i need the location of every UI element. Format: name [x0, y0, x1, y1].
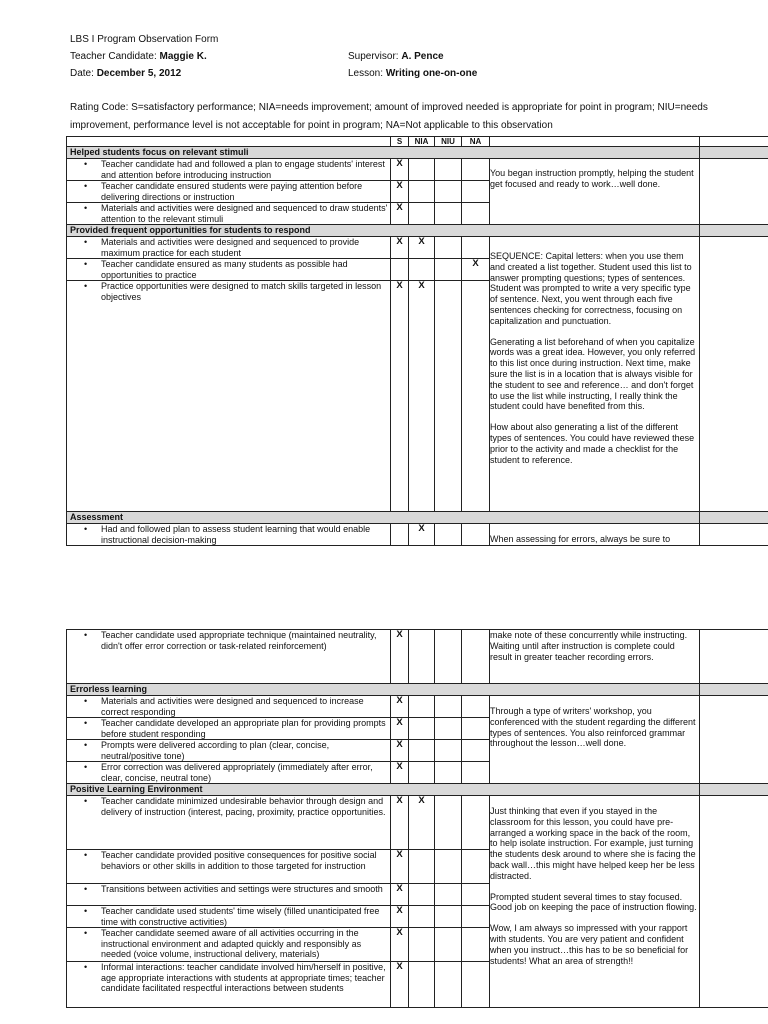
comment-text: Through a type of writers' workshop, you conferenced with the student regarding the different types of sentences. You also reinforced grammar throughout the lesson…well done.	[490, 706, 696, 749]
lesson-value: Writing one-on-one	[385, 68, 478, 79]
mark-nia	[409, 159, 435, 181]
mark-nia	[409, 259, 435, 281]
section-extra	[700, 225, 768, 237]
mark-s: X	[391, 696, 409, 718]
mark-nia	[409, 884, 435, 906]
observation-table-2	[66, 629, 768, 1008]
comment-text: make note of these concurrently while instructing. Waiting until after instruction is complete could result in greater teacher recording errors.	[490, 630, 688, 662]
mark-niu	[435, 281, 462, 512]
mark-s: X	[391, 237, 409, 259]
criteria-text: • Teacher candidate had and followed a plan to engage students' interest and attention before introducing instruction	[101, 159, 390, 180]
criteria-text: • Had and followed plan to assess student learning that would enable instructional decision-making	[101, 524, 390, 545]
mark-na	[462, 696, 490, 718]
comment-text: Generating a list beforehand of when you capitalize words was a great idea. However, you only referred to this list once during instruction. Next time, make sure the list is in a location that is always visible for the student to see and reference… and don't forget to use the list while instructing, I really think the student could have benefited from this.	[490, 336, 696, 412]
criteria-text: • Teacher candidate seemed aware of all activities occurring in the instructional environment and adapted quickly and responsibly as needed (voice volume, instructional delivery, materials)	[101, 928, 390, 960]
mark-s: X	[391, 762, 409, 784]
supervisor-name: A. Pence	[401, 51, 444, 62]
extra-cell	[700, 524, 768, 546]
form-title: LBS I Program Observation Form	[70, 34, 219, 45]
col-s: S	[391, 137, 409, 147]
comment-text: Prompted student several times to stay focused. Good job on keeping the pace of instruction flowing.	[490, 891, 697, 913]
mark-niu	[435, 696, 462, 718]
column-header-row	[67, 137, 768, 147]
mark-s: X	[391, 740, 409, 762]
mark-niu	[435, 850, 462, 884]
mark-niu	[435, 718, 462, 740]
mark-niu	[435, 962, 462, 1008]
extra-cell	[700, 159, 768, 225]
mark-nia	[409, 718, 435, 740]
mark-nia	[409, 762, 435, 784]
mark-s: X	[391, 159, 409, 181]
mark-niu	[435, 203, 462, 225]
criteria-text: • Materials and activities were designed and sequenced to provide maximum practice for each student	[101, 237, 390, 258]
section-extra	[700, 147, 768, 159]
mark-s: X	[391, 796, 409, 850]
mark-nia	[409, 696, 435, 718]
comment-cell	[490, 159, 700, 225]
criteria-text: • Prompts were delivered according to plan (clear, concise, neutral/positive tone)	[101, 740, 390, 761]
mark-s: X	[391, 850, 409, 884]
date-value: December 5, 2012	[96, 68, 182, 79]
mark-nia: X	[409, 237, 435, 259]
mark-niu	[435, 740, 462, 762]
section-title: Positive Learning Environment	[67, 784, 700, 796]
section-row	[67, 225, 768, 237]
criteria-text: • Informal interactions: teacher candidate involved him/herself in positive, age appropriate interactions with students at appropriate times; teacher candidate facilitated respectful interactions between students	[101, 962, 390, 994]
mark-nia	[409, 906, 435, 928]
mark-na	[462, 181, 490, 203]
comment-text: How about also generating a list of the different types of sentences. You could have reviewed these prior to the activity and made a checklist for the student to reference.	[490, 422, 695, 465]
mark-niu	[435, 259, 462, 281]
mark-na	[462, 281, 490, 512]
mark-s: X	[391, 181, 409, 203]
criteria-text: • Teacher candidate ensured students were paying attention before delivering directions or instruction	[101, 181, 390, 202]
mark-nia	[409, 630, 435, 684]
mark-na	[462, 159, 490, 181]
lesson-label: Lesson:	[348, 68, 384, 79]
mark-nia	[409, 850, 435, 884]
criteria-row	[67, 796, 768, 850]
section-extra	[700, 784, 768, 796]
comment-text: SEQUENCE: Capital letters: when you use them and created a list together. Student used this list to answer prompting questions; types of sentences. Student was prompted to write a very specific type of sentence. Next, you went through each five sentences checking for correctness, focusing on capitalization and punctuation.	[490, 251, 692, 326]
mark-nia	[409, 928, 435, 962]
extra-header	[700, 137, 768, 147]
mark-na	[462, 237, 490, 259]
mark-s: X	[391, 884, 409, 906]
criteria-text: • Error correction was delivered appropriately (immediately after error, clear, concise, neutral tone)	[101, 762, 390, 783]
lesson-line	[348, 68, 477, 80]
comment-text: Wow, I am always so impressed with your rapport with students. You are very patient and confident when you instruct…this has to be so beneficial for students! What an area of strength!!	[490, 923, 689, 966]
mark-na	[462, 630, 490, 684]
date-label: Date:	[70, 68, 94, 79]
mark-niu	[435, 524, 462, 546]
mark-nia: X	[409, 524, 435, 546]
mark-nia: X	[409, 796, 435, 850]
comment-cell	[490, 630, 700, 684]
section-extra	[700, 512, 768, 524]
criteria-text: • Materials and activities were designed and sequenced to draw students' attention to the relevant stimuli	[101, 203, 390, 224]
mark-na	[462, 962, 490, 1008]
mark-s: X	[391, 906, 409, 928]
mark-niu	[435, 906, 462, 928]
criteria-text: • Materials and activities were designed and sequenced to increase correct responding	[101, 696, 390, 717]
mark-niu	[435, 796, 462, 850]
mark-niu	[435, 181, 462, 203]
section-row	[67, 684, 768, 696]
extra-cell	[700, 796, 768, 1008]
mark-na	[462, 524, 490, 546]
criteria-text: • Teacher candidate provided positive consequences for positive social behaviors or other skills in addition to those targeted for instruction	[101, 850, 390, 871]
mark-nia: X	[409, 281, 435, 512]
date-line	[70, 68, 181, 80]
extra-cell	[700, 630, 768, 684]
section-extra	[700, 684, 768, 696]
col-niu: NIU	[435, 137, 462, 147]
comment-text: You began instruction promptly, helping the student get focused and ready to work…well done.	[490, 168, 694, 189]
mark-na	[462, 906, 490, 928]
section-row	[67, 512, 768, 524]
mark-s: X	[391, 630, 409, 684]
criteria-row	[67, 696, 768, 718]
mark-niu	[435, 237, 462, 259]
comment-cell	[490, 524, 700, 546]
mark-niu	[435, 928, 462, 962]
mark-nia	[409, 740, 435, 762]
section-title: Helped students focus on relevant stimuli	[67, 147, 700, 159]
mark-niu	[435, 159, 462, 181]
mark-na	[462, 796, 490, 850]
mark-na: X	[462, 259, 490, 281]
mark-na	[462, 762, 490, 784]
mark-na	[462, 928, 490, 962]
section-title: Errorless learning	[67, 684, 700, 696]
mark-s: X	[391, 718, 409, 740]
mark-nia	[409, 203, 435, 225]
criteria-text: • Transitions between activities and settings were structures and smooth	[101, 884, 390, 895]
rating-code: Rating Code: S=satisfactory performance; NIA=needs improvement; amount of improved needed is appropriate for point in program; NIU=needs improvement, performance level is not acceptable for point in program; NA=Not applicable to this observation	[70, 102, 708, 131]
teacher-candidate-line	[70, 51, 207, 63]
mark-na	[462, 884, 490, 906]
section-title: Assessment	[67, 512, 700, 524]
mark-niu	[435, 762, 462, 784]
extra-cell	[700, 696, 768, 784]
mark-na	[462, 203, 490, 225]
section-row	[67, 147, 768, 159]
teacher-candidate-name: Maggie K.	[159, 51, 207, 62]
observation-table-1	[66, 136, 768, 546]
comment-text: Just thinking that even if you stayed in the classroom for this lesson, you could have pre-arranged a working space in the back of the room, to help isolate instruction. For example, just turning the students desk around to where she is facing the back wall…this might have helped keep her be less distracted.	[490, 806, 696, 881]
section-row	[67, 784, 768, 796]
supervisor-line	[348, 51, 444, 63]
mark-niu	[435, 630, 462, 684]
mark-nia	[409, 962, 435, 1008]
section-title: Provided frequent opportunities for students to respond	[67, 225, 700, 237]
mark-s: X	[391, 962, 409, 1008]
col-nia: NIA	[409, 137, 435, 147]
mark-nia	[409, 181, 435, 203]
mark-s	[391, 259, 409, 281]
mark-niu	[435, 884, 462, 906]
criteria-text: • Teacher candidate used students' time wisely (filled unanticipated free time with constructive activities)	[101, 906, 390, 927]
extra-cell	[700, 237, 768, 512]
criteria-text: • Practice opportunities were designed to match skills targeted in lesson objectives	[101, 281, 390, 302]
criteria-header	[67, 137, 391, 147]
comments-header	[490, 137, 700, 147]
mark-na	[462, 740, 490, 762]
mark-s	[391, 524, 409, 546]
criteria-text: • Teacher candidate developed an appropriate plan for providing prompts before student responding	[101, 718, 390, 739]
criteria-row	[67, 159, 768, 181]
comment-cell	[490, 237, 700, 512]
mark-s: X	[391, 203, 409, 225]
teacher-candidate-label: Teacher Candidate:	[70, 51, 157, 62]
mark-na	[462, 850, 490, 884]
criteria-row	[67, 630, 768, 684]
supervisor-label: Supervisor:	[348, 51, 399, 62]
criteria-text: • Teacher candidate minimized undesirable behavior through design and delivery of instruction (interest, pacing, proximity, practice opportunities.	[101, 796, 390, 817]
mark-s: X	[391, 281, 409, 512]
mark-na	[462, 718, 490, 740]
comment-text: When assessing for errors, always be sure to	[490, 534, 671, 545]
criteria-row	[67, 237, 768, 259]
col-na: NA	[462, 137, 490, 147]
criteria-text: • Teacher candidate ensured as many students as possible had opportunities to practice	[101, 259, 390, 280]
comment-cell	[490, 796, 700, 1008]
criteria-row	[67, 524, 768, 546]
mark-s: X	[391, 928, 409, 962]
criteria-text: • Teacher candidate used appropriate technique (maintained neutrality, didn't offer error correction or task-related reinforcement)	[101, 630, 390, 651]
comment-cell	[490, 696, 700, 784]
